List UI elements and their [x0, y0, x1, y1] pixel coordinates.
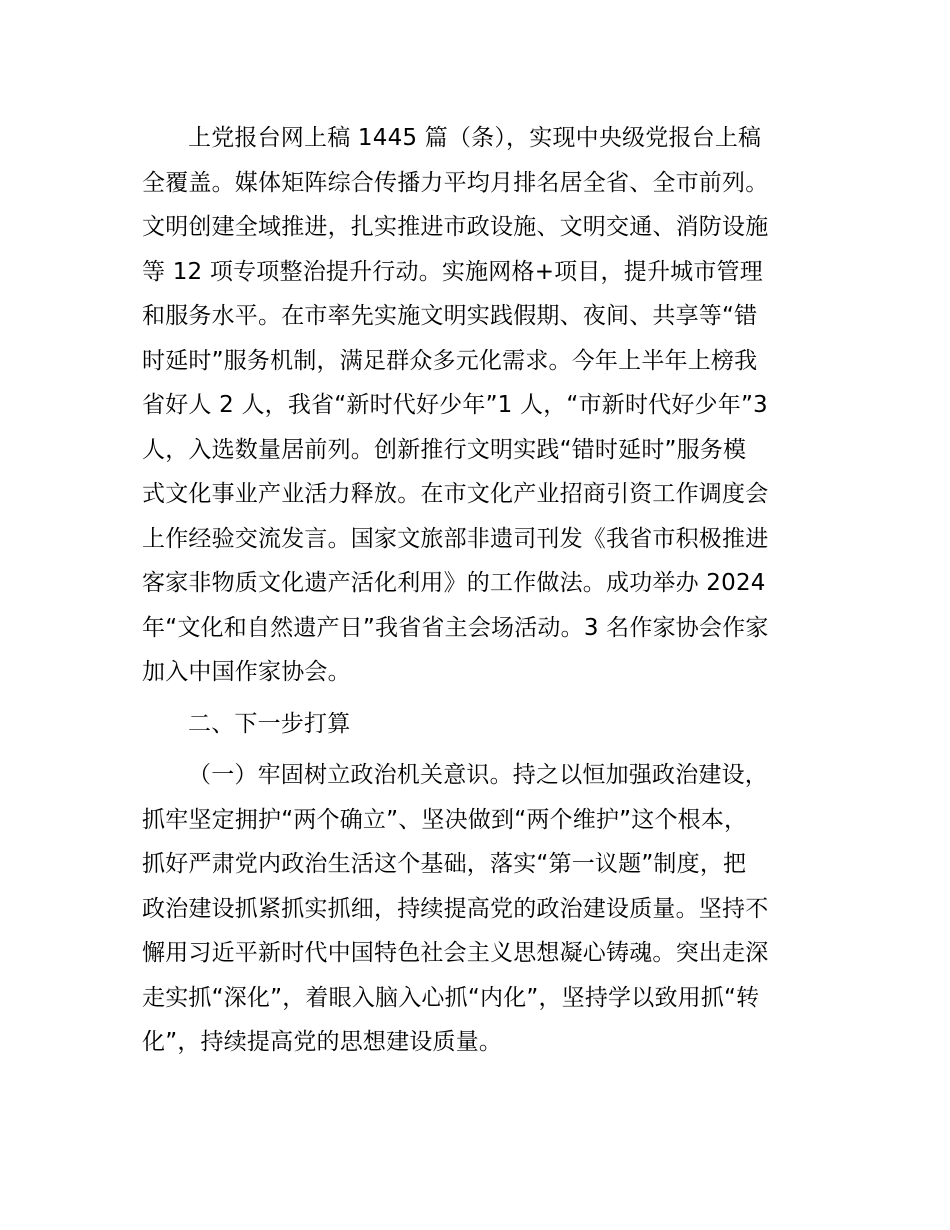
section-heading	[142, 702, 812, 747]
text-line: 全覆盖。媒体矩阵综合传播力平均月排名居全省、全市前列。	[142, 169, 769, 196]
text-line: 加入中国作家协会。	[142, 659, 351, 685]
text-line: 省好人 2 人，我省“新时代好少年”1 人，“市新时代好少年”3	[142, 392, 768, 418]
paragraph-achievements	[142, 116, 812, 695]
heading-line: 二、下一步打算	[188, 710, 351, 737]
paragraph-gap	[142, 746, 812, 753]
text-line: 走实抓“深化”，着眼入脑入心抓“内化”，坚持学以致用抓“转	[142, 984, 760, 1011]
text-line: 上党报台网上稿 1445 篇（条），实现中央级党报台上稿	[188, 125, 762, 151]
text-line: 客家非物质文化遗产活化利用》的工作做法。成功举办 2024	[142, 570, 766, 596]
text-line: 抓牢坚定拥护“两个确立”、坚决做到“两个维护”这个根本，	[142, 806, 748, 833]
text-line: 和服务水平。在市率先实施文明实践假期、夜间、共享等“错	[142, 303, 758, 329]
text-line: 抓好严肃党内政治生活这个基础，落实“第一议题”制度，把	[142, 851, 747, 877]
text-line: 懈用习近平新时代中国特色社会主义思想凝心铸魂。突出走深	[142, 940, 769, 966]
text-line: 上作经验交流发言。国家文旅部非遗司刊发《我省市积极推进	[142, 525, 769, 552]
text-line: 化”，持续提高党的思想建设质量。	[142, 1029, 503, 1055]
paragraph-political	[142, 753, 812, 1065]
text-line: 时延时”服务机制，满足群众多元化需求。今年上半年上榜我	[142, 347, 758, 374]
text-line: （一）牢固树立政治机关意识。持之以恒加强政治建设，	[188, 762, 768, 788]
text-line: 政治建设抓紧抓实抓细，持续提高党的政治建设质量。坚持不	[142, 895, 769, 922]
text-line: 年“文化和自然遗产日”我省省主会场活动。3 名作家协会作家	[142, 614, 769, 641]
paragraph-gap	[142, 695, 812, 702]
document-body	[142, 116, 812, 1065]
text-line: 式文化事业产业活力释放。在市文化产业招商引资工作调度会	[142, 481, 769, 507]
text-line: 等 12 项专项整治提升行动。实施网格+项目，提升城市管理	[142, 258, 763, 285]
text-line: 人，入选数量居前列。创新推行文明实践“错时延时”服务模	[142, 436, 747, 463]
text-line: 文明创建全域推进，扎实推进市政设施、文明交通、消防设施	[142, 214, 769, 240]
